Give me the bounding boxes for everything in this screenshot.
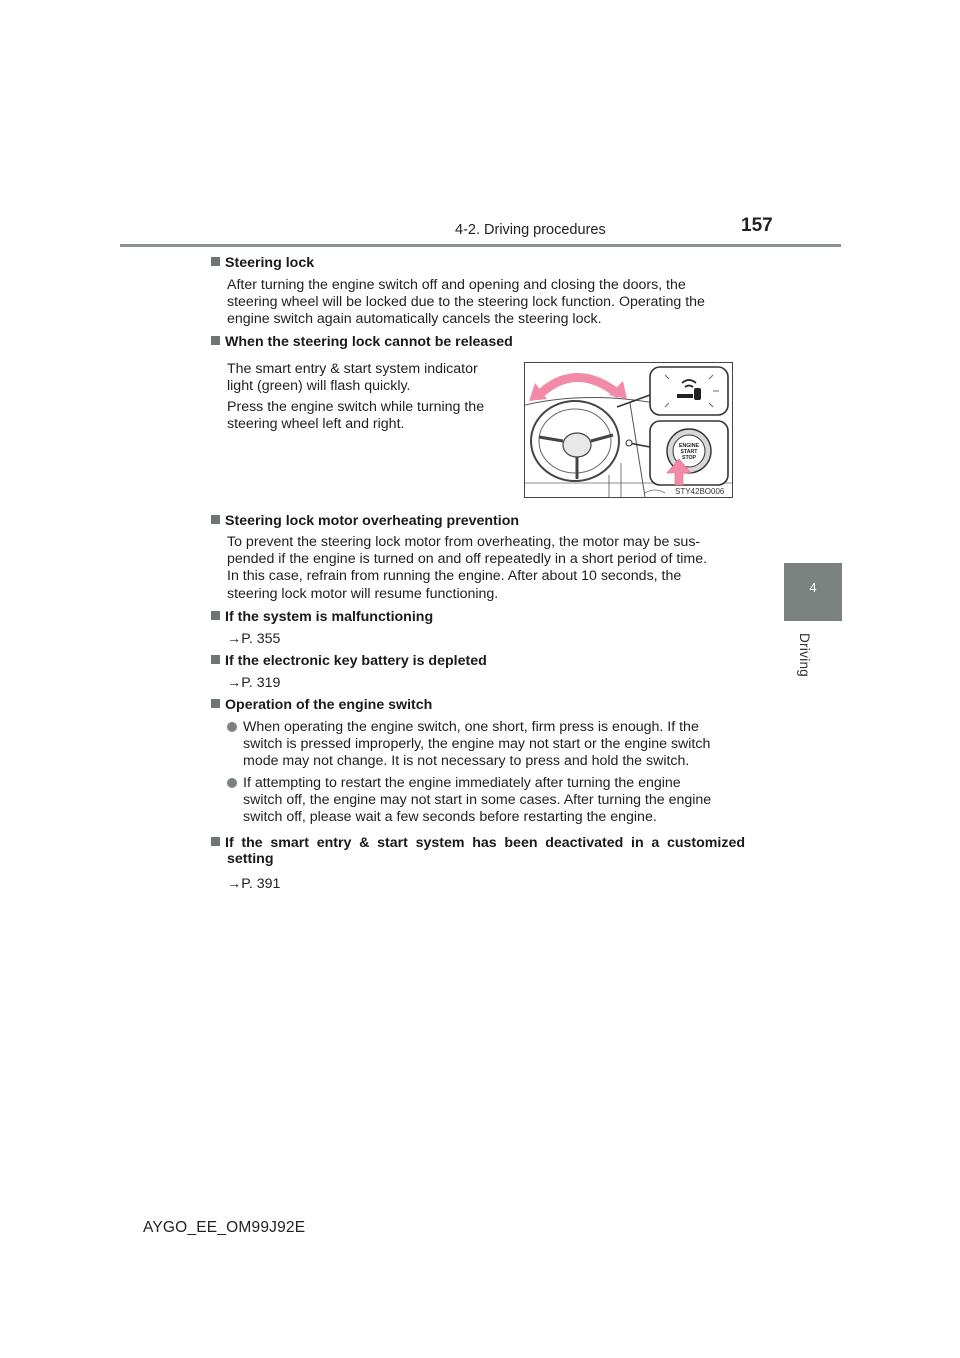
figure-code: STY42BO006: [675, 487, 725, 496]
heading-operation: [211, 697, 432, 713]
chapter-number: 4: [809, 580, 817, 595]
bullet-text: [243, 719, 745, 771]
round-bullet-icon: [227, 722, 237, 732]
heading-text: Steering lock: [225, 255, 315, 271]
text-line: When operating the engine switch, one short, firm press is enough. If the: [243, 719, 699, 735]
text-line: switch off, please wait a few seconds before restarting the engine.: [243, 809, 657, 826]
manual-code: AYGO_EE_OM99J92E: [143, 1219, 306, 1236]
text-line: After turning the engine switch off and opening and closing the doors, the: [227, 277, 686, 293]
square-bullet-icon: [211, 336, 220, 345]
section-title: 4-2. Driving procedures: [455, 222, 606, 238]
steering-figure: [524, 362, 733, 498]
engine-start-stop-button-icon: [650, 421, 728, 485]
heading-malfunctioning: [211, 609, 433, 625]
text-line: steering lock motor will resume functioning.: [227, 585, 499, 602]
page-header: [0, 0, 960, 250]
text-line: If attempting to restart the engine immediately after turning the engine: [243, 775, 681, 791]
chapter-label: [796, 633, 816, 693]
text-line: In this case, refrain from running the engine. After about 10 seconds, the: [227, 568, 682, 585]
paragraph-overheating: [227, 534, 745, 603]
steering-illustration: [525, 363, 732, 497]
heading-text: Operation of the engine switch: [225, 697, 433, 713]
chapter-label-text: Driving: [797, 633, 812, 678]
text-line: light (green) will flash quickly.: [227, 378, 411, 395]
heading-text: Steering lock motor overheating prevention: [225, 513, 520, 529]
heading-cannot-release: [211, 334, 513, 350]
paragraph-indicator: [227, 361, 509, 395]
page-reference-link[interactable]: →P. 319: [227, 675, 281, 691]
paragraph-steering-lock: [227, 277, 745, 329]
button-text-engine: ENGINE: [679, 443, 699, 449]
text-line: mode may not change. It is not necessary to press and hold the switch.: [243, 753, 690, 770]
round-bullet-icon: [227, 778, 237, 788]
text-line: engine switch again automatically cancels the steering lock.: [227, 311, 602, 328]
text-line: steering wheel will be locked due to the steering lock function. Operating the: [227, 294, 705, 311]
heading-text: If the electronic key battery is depleted: [225, 653, 487, 669]
page-reference-link[interactable]: →P. 391: [227, 876, 281, 892]
heading-text: If the smart entry & start system has been deactivated in a customized: [225, 835, 745, 851]
square-bullet-icon: [211, 837, 220, 846]
heading-battery: [211, 653, 487, 669]
square-bullet-icon: [211, 257, 220, 266]
heading-text-line2: setting: [227, 851, 274, 867]
chapter-tab: [784, 563, 842, 621]
smart-entry-indicator-icon: [650, 367, 728, 415]
square-bullet-icon: [211, 515, 220, 524]
button-text-start: START: [680, 449, 698, 455]
square-bullet-icon: [211, 655, 220, 664]
text-line: steering wheel left and right.: [227, 416, 405, 433]
text-line: switch off, the engine may not start in some cases. After turning the engine: [243, 792, 712, 809]
square-bullet-icon: [211, 611, 220, 620]
bullet-text: [243, 775, 745, 827]
header-rule: [120, 244, 841, 247]
button-text-stop: STOP: [681, 455, 697, 461]
page-number: 157: [741, 215, 773, 236]
text-line: Press the engine switch while turning the: [227, 399, 485, 415]
heading-text: If the system is malfunctioning: [225, 609, 434, 625]
page-reference-link[interactable]: →P. 355: [227, 631, 281, 647]
paragraph-press-switch: [227, 399, 509, 433]
text-line: pended if the engine is turned on and off repeatedly in a short period of time.: [227, 551, 708, 568]
text-line: The smart entry & start system indicator: [227, 361, 478, 377]
heading-steering-lock: [211, 255, 314, 271]
heading-deactivated: [211, 835, 745, 867]
heading-overheating: [211, 513, 519, 529]
text-line: To prevent the steering lock motor from overheating, the motor may be sus-: [227, 534, 701, 550]
text-line: switch is pressed improperly, the engine may not start or the engine switch: [243, 736, 711, 753]
square-bullet-icon: [211, 699, 220, 708]
heading-text: When the steering lock cannot be released: [225, 334, 513, 350]
